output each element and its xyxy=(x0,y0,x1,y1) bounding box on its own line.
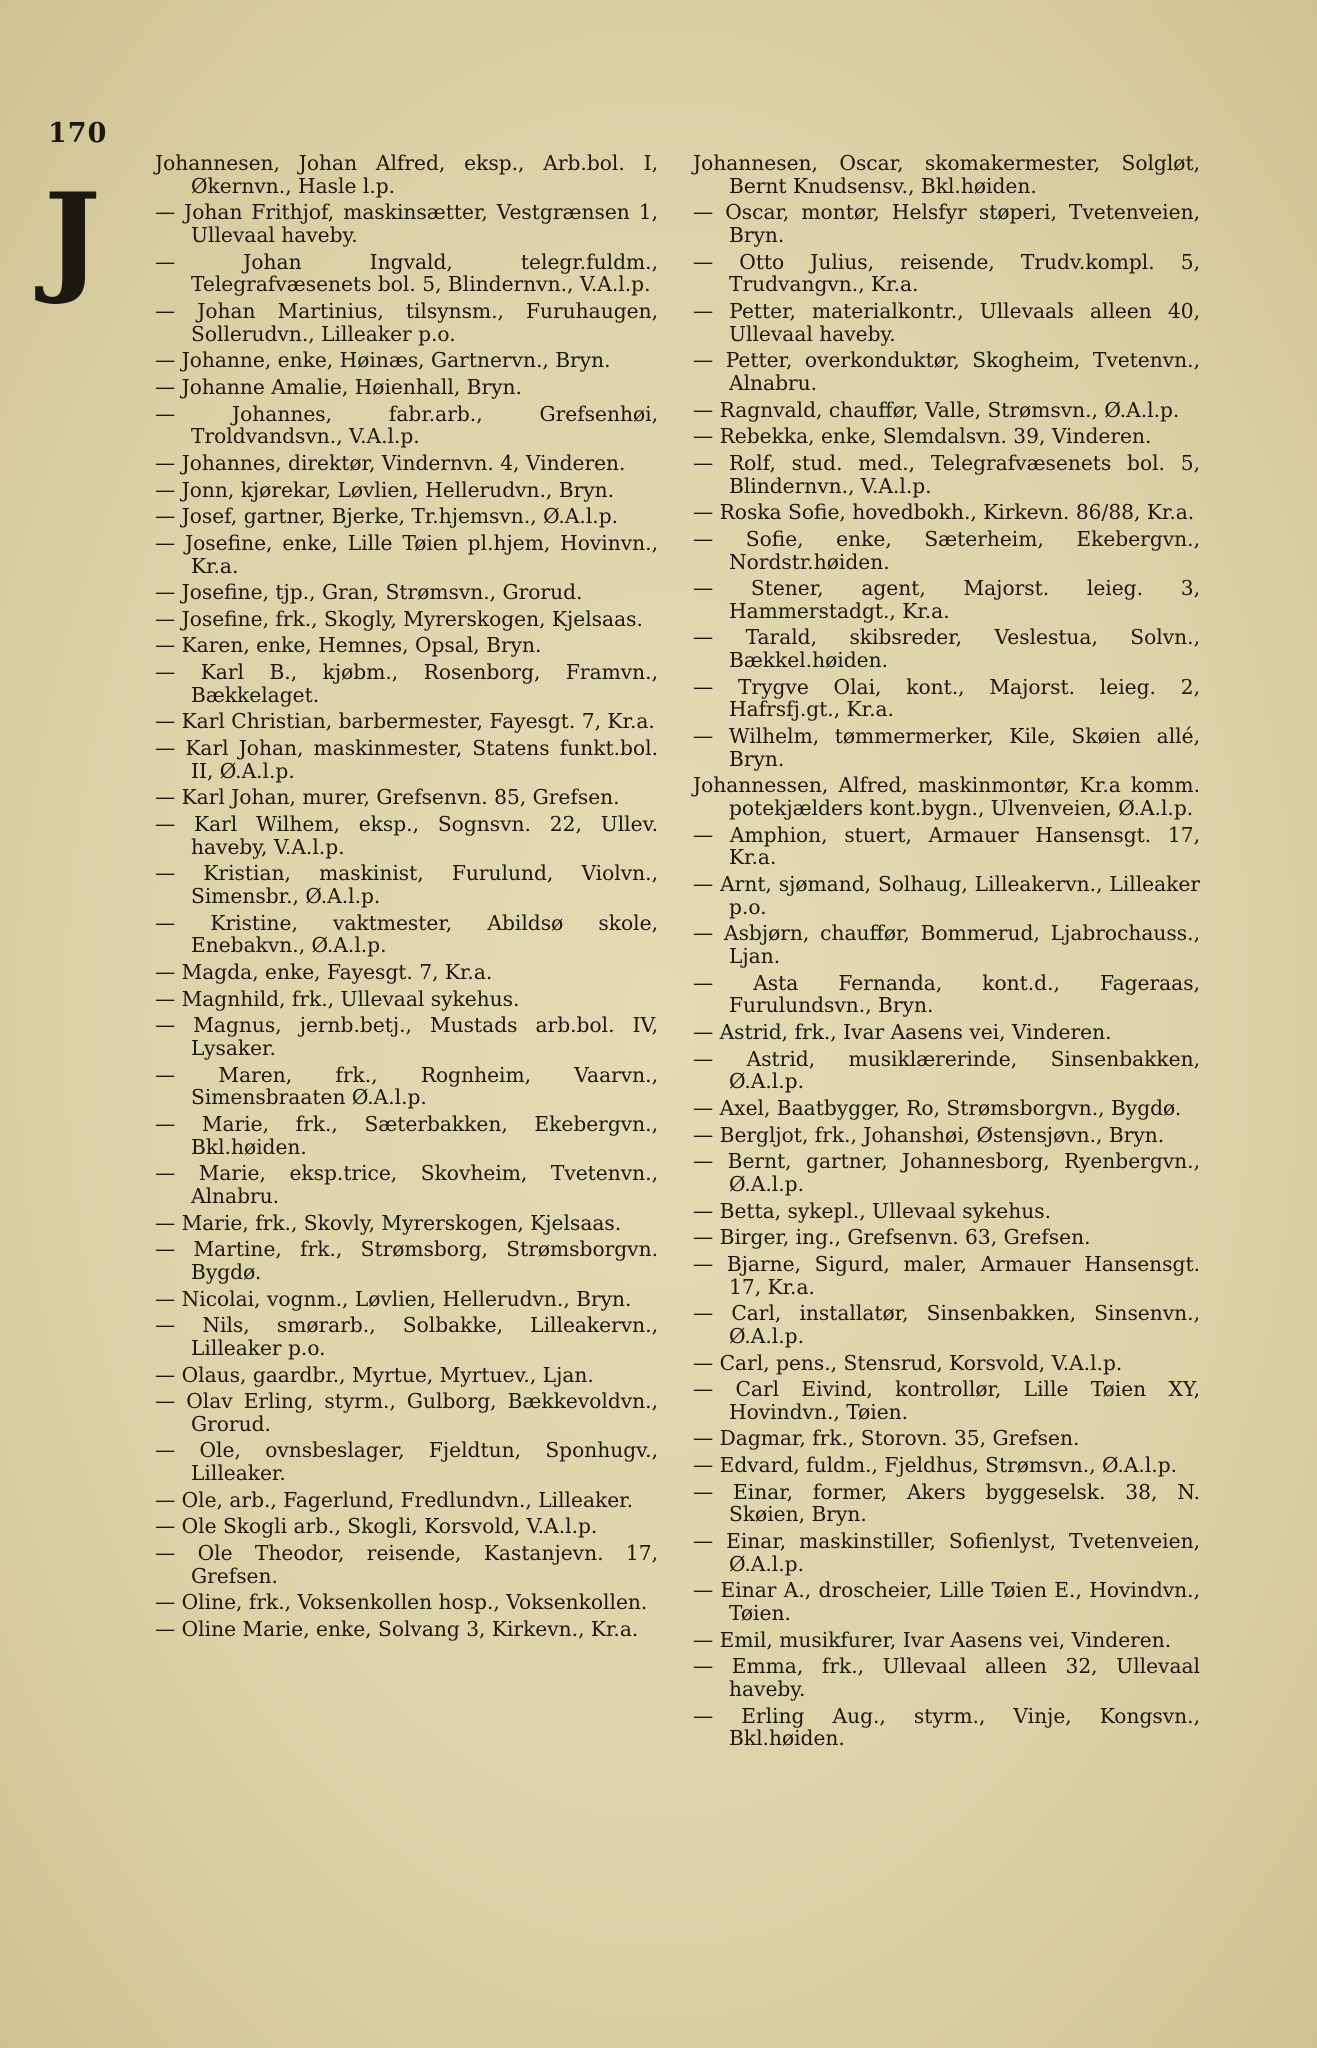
directory-entry: — Axel, Baatbygger, Ro, Strømsborgvn., Bygdø. xyxy=(693,1095,1182,1120)
directory-entry: — Wilhelm, tømmermerker, Kile, Skøien allé, Bryn. xyxy=(693,724,1200,771)
directory-entry: — Astrid, musiklærerinde, Sinsenbakken, Ø.A.l.p. xyxy=(693,1046,1200,1094)
directory-entry: — Emil, musikfurer, Ivar Aasens vei, Vinderen. xyxy=(693,1627,1172,1652)
directory-entry: — Ole Skogli arb., Skogli, Korsvold, V.A.l.p. xyxy=(155,1514,598,1539)
directory-entry: — Einar, former, Akers byggeselsk. 38, N. Skøien, Bryn. xyxy=(693,1479,1200,1527)
right-column xyxy=(693,152,1200,1754)
directory-entry: — Amphion, stuert, Armauer Hansensgt. 17, Kr.a. xyxy=(693,822,1200,870)
directory-entry: — Tarald, skibsreder, Veslestua, Solvn., Bækkel.høiden. xyxy=(693,625,1200,673)
directory-entry: — Carl, installatør, Sinsenbakken, Sinsenvn., Ø.A.l.p. xyxy=(693,1301,1200,1348)
directory-entry: — Einar A., droscheier, Lille Tøien E., Hovindvn., Tøien. xyxy=(693,1578,1200,1626)
directory-entry: — Edvard, fuldm., Fjeldhus, Strømsvn., Ø.A.l.p. xyxy=(693,1453,1178,1478)
directory-entry: — Ole, arb., Fagerlund, Fredlundvn., Lilleaker. xyxy=(155,1487,634,1512)
section-letter: J xyxy=(44,167,101,308)
directory-entry: — Emma, frk., Ullevaal alleen 32, Ullevaal haveby. xyxy=(693,1654,1200,1702)
directory-entry: — Bergljot, frk., Johanshøi, Østensjøvn., Bryn. xyxy=(693,1122,1165,1147)
directory-entry: — Karen, enke, Hemnes, Opsal, Bryn. xyxy=(155,633,542,658)
directory-entry: — Olav Erling, styrm., Gulborg, Bækkevoldvn., Grorud. xyxy=(155,1389,658,1436)
directory-entry: — Oline Marie, enke, Solvang 3, Kirkevn., Kr.a. xyxy=(155,1617,639,1642)
directory-entry: — Magda, enke, Fayesgt. 7, Kr.a. xyxy=(155,960,493,984)
directory-entry: — Nils, smørarb., Solbakke, Lilleakervn., Lilleaker p.o. xyxy=(155,1313,658,1360)
directory-entry: — Petter, overkonduktør, Skogheim, Tvetenvn., Alnabru. xyxy=(693,348,1200,395)
directory-entry: — Josefine, tjp., Gran, Strømsvn., Grorud. xyxy=(155,580,583,605)
directory-entry: — Oline, frk., Voksenkollen hosp., Voksenkollen. xyxy=(155,1590,648,1615)
directory-entry: — Asbjørn, chauffør, Bommerud, Ljabrochauss., Ljan. xyxy=(693,921,1200,968)
directory-entry: — Johan Martinius, tilsynsm., Furuhaugen, Sollerudvn., Lilleaker p.o. xyxy=(155,298,658,346)
directory-entry: — Stener, agent, Majorst. leieg. 3, Hammerstadgt., Kr.a. xyxy=(693,576,1200,623)
directory-entry: — Rebekka, enke, Slemdalsvn. 39, Vinderen. xyxy=(693,424,1152,449)
directory-entry: Johannessen, Alfred, maskinmontør, Kr.a komm. potekjælders kont.bygn., Ulvenveien, Ø.A.l.p. xyxy=(693,773,1200,821)
directory-entry: — Ole, ovnsbeslager, Fjeldtun, Sponhugv., Lilleaker. xyxy=(155,1438,658,1486)
directory-entry: — Birger, ing., Grefsenvn. 63, Grefsen. xyxy=(693,1225,1091,1250)
directory-entry: — Marie, frk., Sæterbakken, Ekebergvn., Bkl.høiden. xyxy=(155,1111,658,1159)
directory-entry: — Johannes, direktør, Vindernvn. 4, Vinderen. xyxy=(155,450,626,475)
directory-entry: — Bernt, gartner, Johannesborg, Ryenbergvn., Ø.A.l.p. xyxy=(693,1149,1200,1196)
directory-entry: — Johan Frithjof, maskinsætter, Vestgrænsen 1, Ullevaal haveby. xyxy=(155,200,658,247)
directory-entry: — Ole Theodor, reisende, Kastanjevn. 17, Grefsen. xyxy=(155,1541,658,1588)
directory-entry: — Johanne, enke, Høinæs, Gartnervn., Bryn. xyxy=(155,348,611,373)
directory-entry: — Olaus, gaardbr., Myrtue, Myrtuev., Ljan. xyxy=(155,1362,594,1387)
directory-entry: — Kristine, vaktmester, Abildsø skole, Enebakvn., Ø.A.l.p. xyxy=(155,910,658,958)
directory-entry: — Dagmar, frk., Storovn. 35, Grefsen. xyxy=(693,1426,1080,1451)
directory-entry: — Karl Christian, barbermester, Fayesgt. 7, Kr.a. xyxy=(155,709,655,734)
directory-entry: — Arnt, sjømand, Solhaug, Lilleakervn., Lilleaker p.o. xyxy=(693,872,1200,919)
directory-entry: — Johanne Amalie, Høienhall, Bryn. xyxy=(155,374,522,399)
directory-entry: — Roska Sofie, hovedbokh., Kirkevn. 86/88, Kr.a. xyxy=(693,500,1195,525)
directory-entry: — Carl, pens., Stensrud, Korsvold, V.A.l.p. xyxy=(693,1350,1123,1375)
directory-entry: — Karl Johan, murer, Grefsenvn. 85, Grefsen. xyxy=(155,785,620,810)
directory-entry: — Betta, sykepl., Ullevaal sykehus. xyxy=(693,1198,1052,1223)
directory-entry: — Karl Johan, maskinmester, Statens funkt.bol. II, Ø.A.l.p. xyxy=(155,736,658,783)
directory-entry: Johannesen, Oscar, skomakermester, Solgløt, Bernt Knudsensv., Bkl.høiden. xyxy=(693,151,1200,198)
directory-entry: — Josef, gartner, Bjerke, Tr.hjemsvn., Ø.A.l.p. xyxy=(155,504,619,529)
directory-entry: — Kristian, maskinist, Furulund, Violvn., Simensbr., Ø.A.l.p. xyxy=(155,861,658,909)
directory-entry: — Bjarne, Sigurd, maler, Armauer Hansensgt. 17, Kr.a. xyxy=(693,1251,1200,1299)
directory-entry: — Ragnvald, chauffør, Valle, Strømsvn., Ø.A.l.p. xyxy=(693,397,1180,422)
directory-entry: — Maren, frk., Rognheim, Vaarvn., Simensbraaten Ø.A.l.p. xyxy=(155,1062,658,1110)
directory-entry: — Sofie, enke, Sæterheim, Ekebergvn., Nordstr.høiden. xyxy=(693,526,1200,574)
directory-entry: — Astrid, frk., Ivar Aasens vei, Vinderen. xyxy=(693,1019,1112,1044)
page-number: 170 xyxy=(48,118,108,149)
directory-entry: — Einar, maskinstiller, Sofienlyst, Tvetenveien, Ø.A.l.p. xyxy=(693,1529,1200,1576)
directory-entry: — Carl Eivind, kontrollør, Lille Tøien XY, Hovindvn., Tøien. xyxy=(693,1377,1200,1424)
directory-entry: — Petter, materialkontr., Ullevaals alleen 40, Ullevaal haveby. xyxy=(693,298,1200,346)
directory-entry: — Otto Julius, reisende, Trudv.kompl. 5, Trudvangvn., Kr.a. xyxy=(693,249,1200,297)
directory-entry: — Magnhild, frk., Ullevaal sykehus. xyxy=(155,986,520,1011)
directory-entry: — Martine, frk., Strømsborg, Strømsborgvn. Bygdø. xyxy=(155,1237,658,1284)
directory-entry: — Oscar, montør, Helsfyr støperi, Tvetenveien, Bryn. xyxy=(693,200,1200,247)
directory-entry: — Rolf, stud. med., Telegrafvæsenets bol. 5, Blindernvn., V.A.l.p. xyxy=(693,450,1200,498)
directory-entry: — Josefine, frk., Skogly, Myrerskogen, Kjelsaas. xyxy=(155,606,643,631)
directory-entry: — Josefine, enke, Lille Tøien pl.hjem, Hovinvn., Kr.a. xyxy=(155,530,658,578)
directory-entry: — Asta Fernanda, kont.d., Fageraas, Furulundsvn., Bryn. xyxy=(693,970,1200,1018)
directory-entry: — Trygve Olai, kont., Majorst. leieg. 2, Hafrsfj.gt., Kr.a. xyxy=(693,674,1200,722)
directory-entry: — Jonn, kjørekar, Løvlien, Hellerudvn., Bryn. xyxy=(155,477,615,502)
left-column xyxy=(155,152,658,1645)
directory-entry: — Erling Aug., styrm., Vinje, Kongsvn., Bkl.høiden. xyxy=(693,1703,1200,1751)
directory-entry: — Karl Wilhem, eksp., Sognsvn. 22, Ullev. haveby, V.A.l.p. xyxy=(155,812,658,859)
directory-entry: — Karl B., kjøbm., Rosenborg, Framvn., Bækkelaget. xyxy=(155,660,658,707)
directory-entry: — Nicolai, vognm., Løvlien, Hellerudvn., Bryn. xyxy=(155,1286,632,1311)
directory-entry: — Johan Ingvald, telegr.fuldm., Telegrafvæsenets bol. 5, Blindernvn., V.A.l.p. xyxy=(155,249,658,297)
directory-entry: — Johannes, fabr.arb., Grefsenhøi, Troldvandsvn., V.A.l.p. xyxy=(155,401,658,449)
directory-entry: — Marie, frk., Skovly, Myrerskogen, Kjelsaas. xyxy=(155,1210,622,1235)
directory-entry: — Marie, eksp.trice, Skovheim, Tvetenvn., Alnabru. xyxy=(155,1161,658,1208)
directory-entry: — Magnus, jernb.betj., Mustads arb.bol. IV, Lysaker. xyxy=(155,1013,658,1060)
directory-entry: Johannesen, Johan Alfred, eksp., Arb.bol. I, Økernvn., Hasle l.p. xyxy=(155,151,658,198)
